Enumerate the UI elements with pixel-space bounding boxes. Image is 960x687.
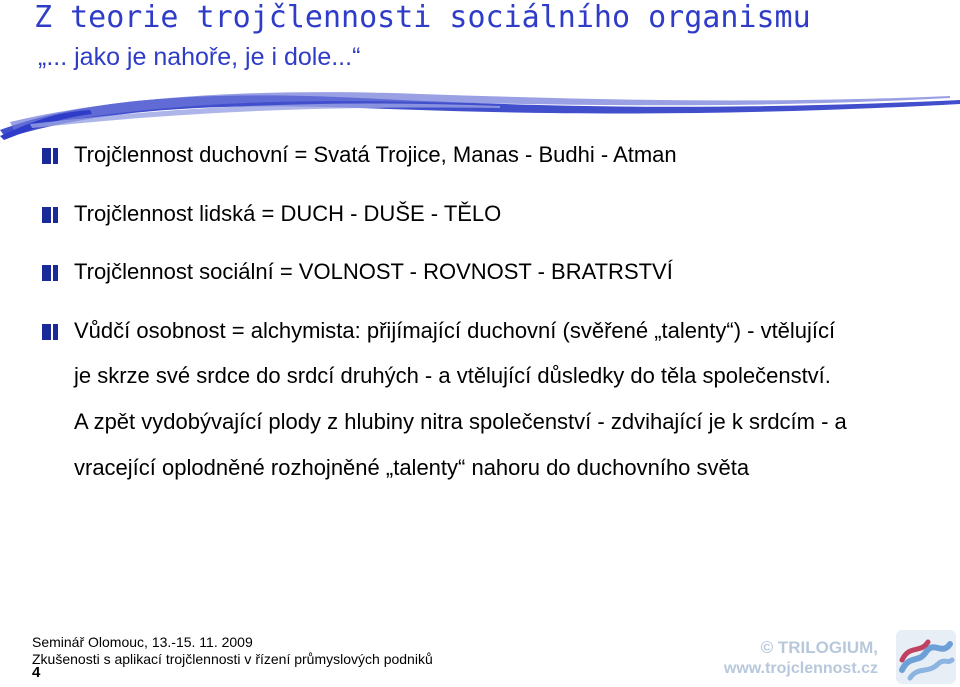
paragraph-line: Vůdčí osobnost = alchymista: přijímající duchovní (svěřené „talenty“) - vtělující <box>74 318 836 343</box>
footer-description: Zkušenosti s aplikací trojčlennosti v řízení průmyslových podniků <box>32 651 433 667</box>
slide-subtitle: „... jako je nahoře, je i dole...“ <box>38 43 361 71</box>
website-text: www.trojclennost.cz <box>723 660 878 677</box>
brush-swoosh-decoration <box>0 60 960 140</box>
paragraph-line: vracející oplodněné rozhojněné „talenty“ nahoru do duchovního světa <box>74 455 750 480</box>
bullet-icon <box>42 324 58 340</box>
bullet-item <box>42 259 673 285</box>
bullet-icon <box>42 265 58 281</box>
copyright-text: © TRILOGIUM, <box>760 638 878 657</box>
footer-seminar: Seminář Olomouc, 13.-15. 11. 2009 <box>32 634 253 650</box>
bullet-item <box>42 201 501 227</box>
bullet-icon <box>42 148 58 164</box>
page-number: 4 <box>32 664 41 681</box>
bullet-text: Trojčlennost lidská = DUCH - DUŠE - TĚLO <box>74 201 502 226</box>
trilogium-logo-icon <box>896 630 956 684</box>
bullet-text: Trojčlennost sociální = VOLNOST - ROVNOST - BRATRSTVÍ <box>74 259 673 284</box>
bullet-text: Trojčlennost duchovní = Svatá Trojice, Manas - Budhi - Atman <box>74 142 677 167</box>
bullet-item <box>42 142 677 168</box>
bullet-icon <box>42 207 58 223</box>
slide-title: Z teorie trojčlennosti sociálního organismu <box>34 0 811 35</box>
paragraph-line: je skrze své srdce do srdcí druhých - a vtělující důsledky do těla společenství. <box>74 363 831 388</box>
paragraph-line: A zpět vydobývající plody z hlubiny nitra společenství - zdvihající je k srdcím - a <box>74 409 847 434</box>
